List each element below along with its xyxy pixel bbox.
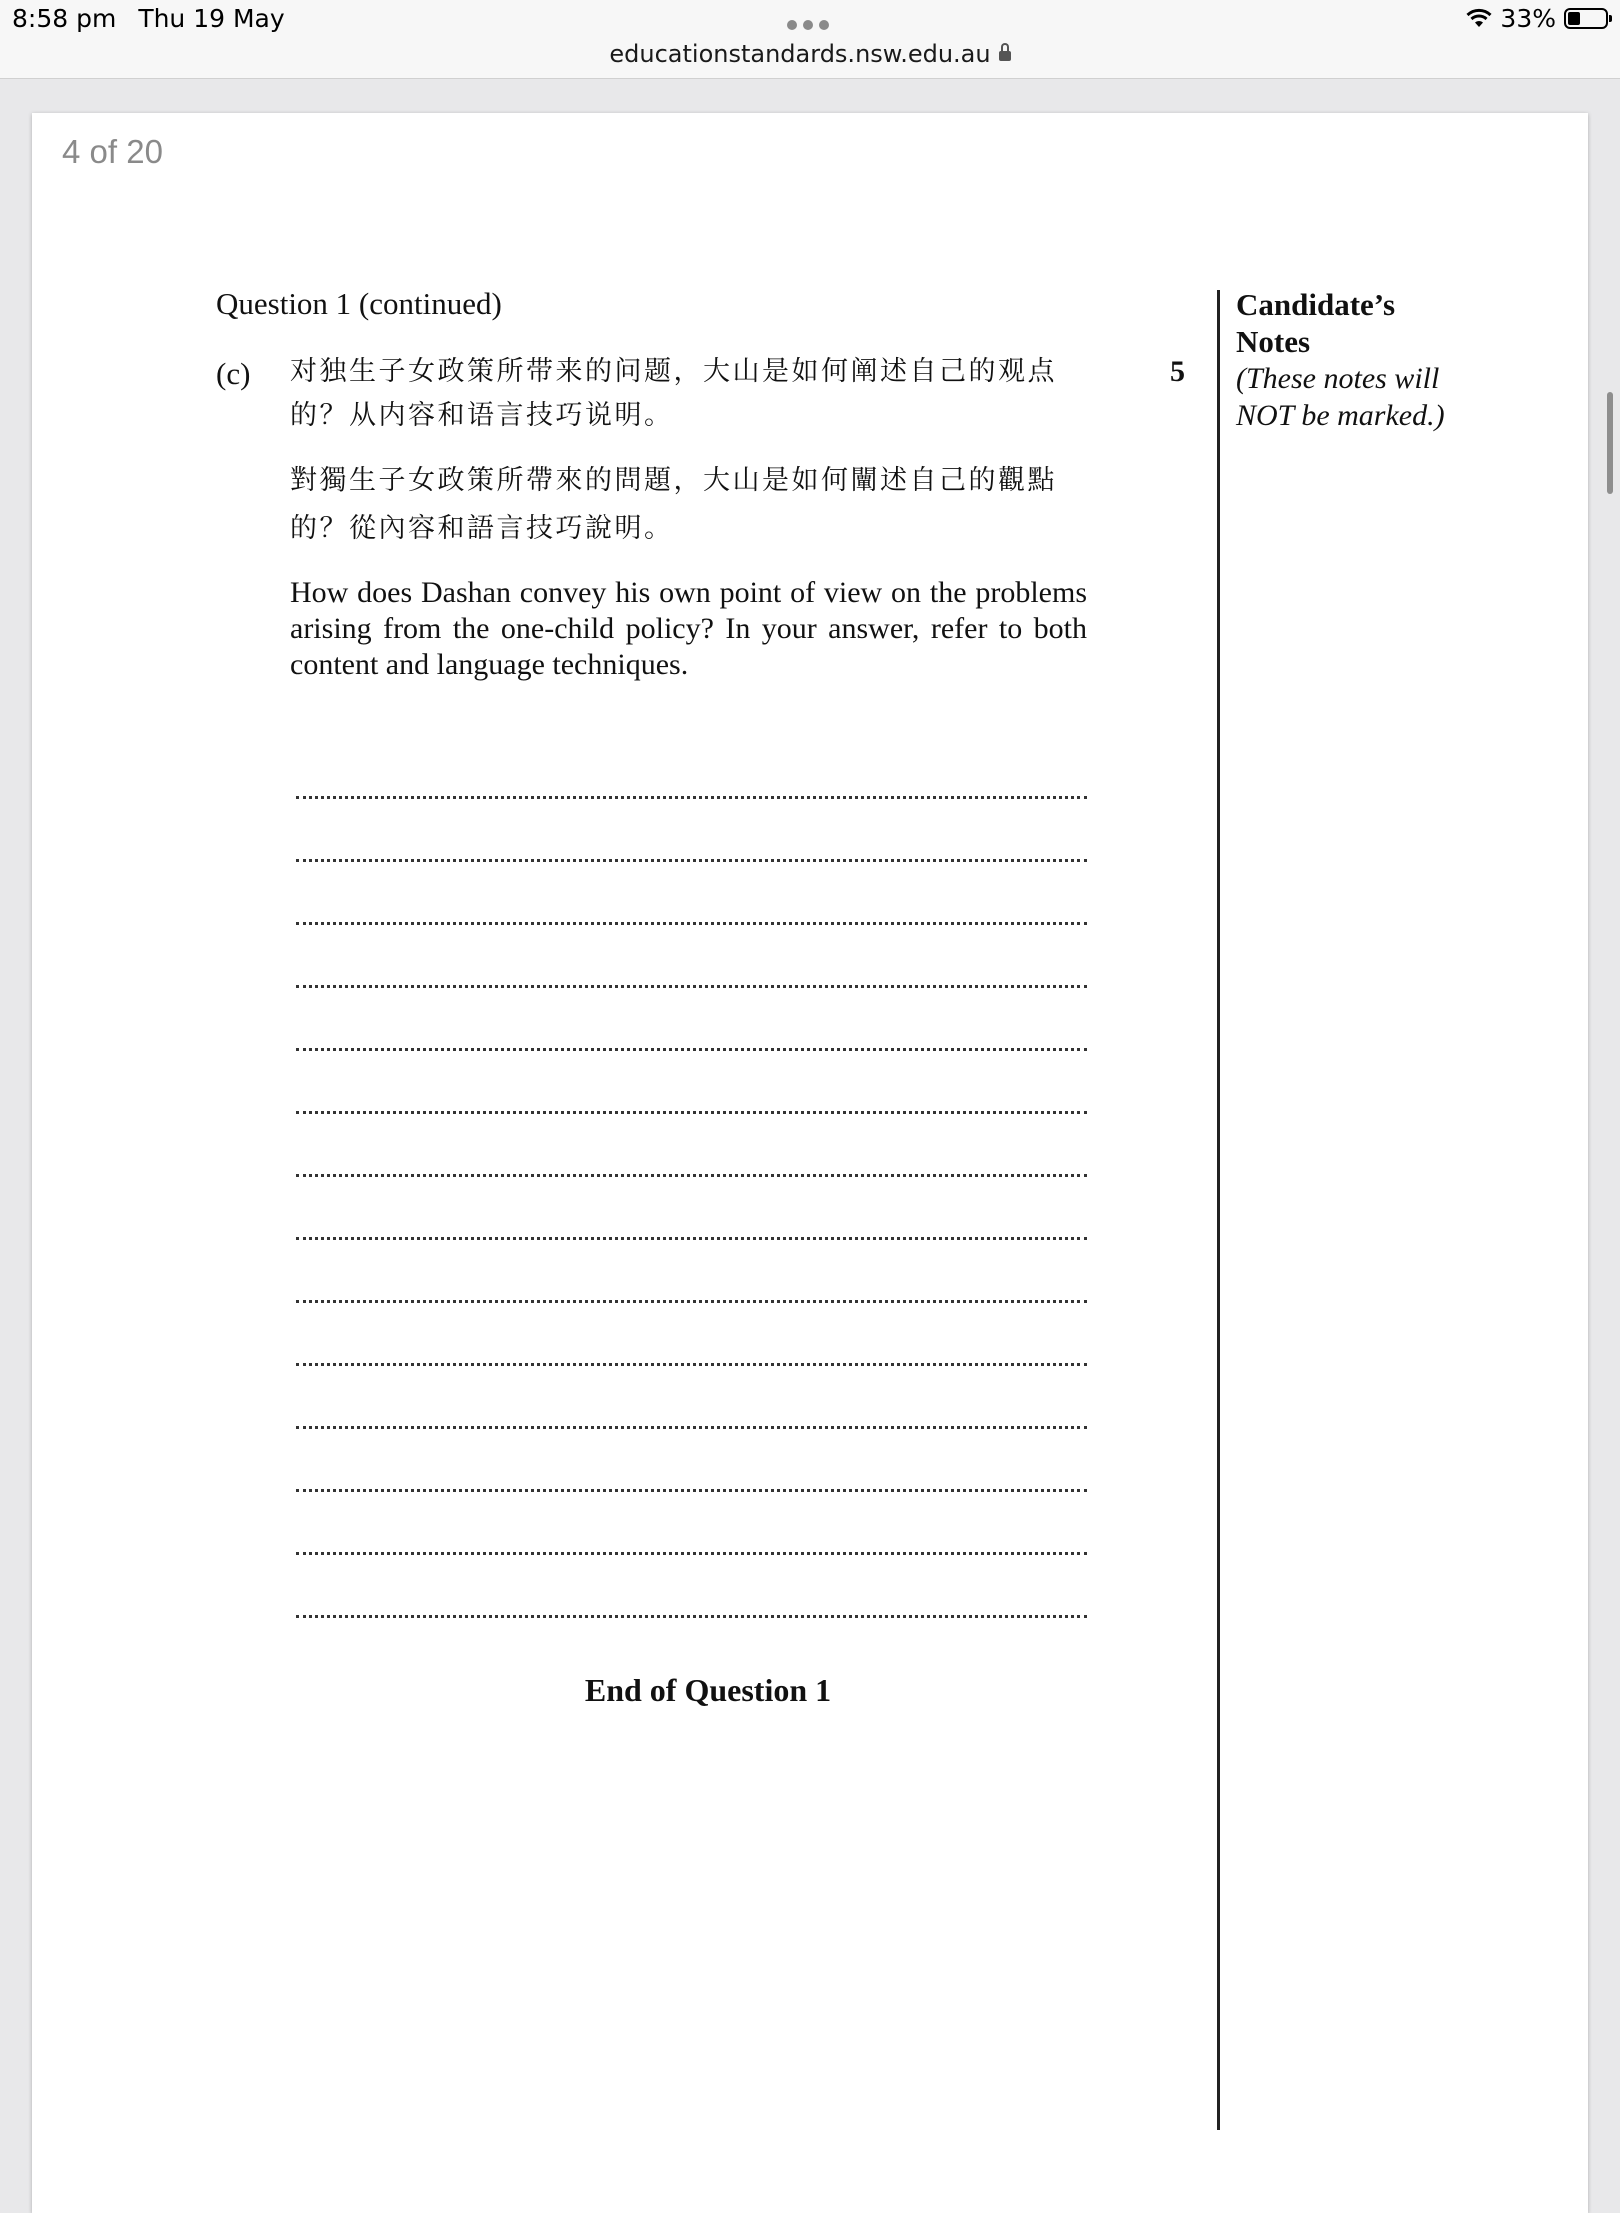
more-dots-icon[interactable]	[787, 20, 829, 30]
answer-line	[296, 1114, 1087, 1177]
status-indicators	[1466, 4, 1608, 33]
answer-line	[296, 1051, 1087, 1114]
prompt-simplified-chinese: 对独生子女政策所带来的问题，大山是如何阐述自己的观点的？从内容和语言技巧说明。	[290, 356, 1057, 431]
notes-subtitle: (These notes will NOT be marked.)	[1236, 362, 1445, 432]
answer-lines	[296, 736, 1087, 1618]
part-label: (c)	[216, 356, 251, 391]
answer-line	[296, 1177, 1087, 1240]
lock-icon	[999, 51, 1011, 61]
status-time: 8:58 pm	[12, 4, 117, 33]
url-text: educationstandards.nsw.edu.au	[609, 40, 991, 68]
candidate-notes	[1236, 286, 1476, 434]
wifi-icon	[1466, 8, 1492, 30]
answer-line	[296, 1240, 1087, 1303]
prompt-traditional-chinese: 對獨生子女政策所帶來的問題，大山是如何闡述自己的觀點的？從內容和語言技巧說明。	[290, 465, 1057, 544]
battery-icon	[1564, 8, 1608, 29]
answer-line	[296, 1303, 1087, 1366]
answer-line	[296, 736, 1087, 799]
answer-line	[296, 1555, 1087, 1618]
status-date: Thu 19 May	[138, 4, 285, 33]
end-of-question: End of Question 1	[584, 1672, 832, 1708]
answer-line	[296, 799, 1087, 862]
battery-percent: 33%	[1500, 4, 1556, 33]
answer-line	[296, 1492, 1087, 1555]
status-time-date	[12, 4, 285, 33]
marks-value: 5	[1170, 355, 1185, 388]
answer-line	[296, 1429, 1087, 1492]
page-indicator: 4 of 20	[62, 133, 163, 170]
prompt-english: How does Dashan convey his own point of view on the problems arising from the one-child policy? In your answer, refer to both content and language techniques.	[290, 576, 1087, 681]
answer-line	[296, 988, 1087, 1051]
answer-line	[296, 862, 1087, 925]
address-bar[interactable]	[0, 40, 1620, 68]
margin-divider	[1217, 290, 1220, 2130]
question-heading: Question 1 (continued)	[216, 286, 502, 321]
answer-line	[296, 1366, 1087, 1429]
notes-title: Candidate’s Notes	[1236, 287, 1396, 359]
answer-line	[296, 925, 1087, 988]
top-bar	[0, 0, 1620, 79]
scrollbar[interactable]	[1607, 392, 1613, 494]
